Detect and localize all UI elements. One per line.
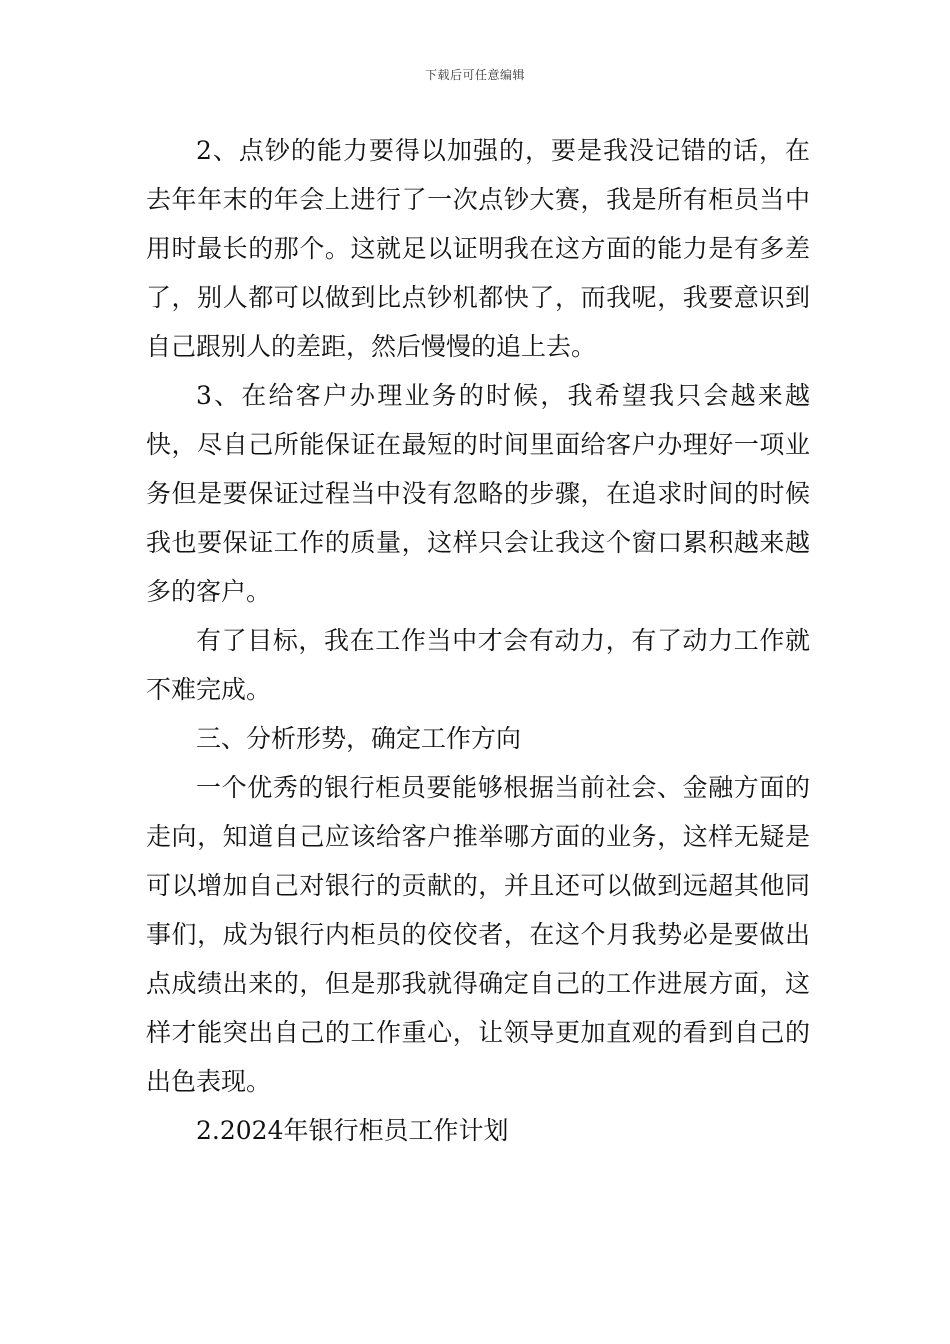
paragraph-service-speed: 3、在给客户办理业务的时候，我希望我只会越来越快，尽自己所能保证在最短的时间里面给客户办理好一项业务但是要保证过程当中没有忽略的步骤，在追求时间的时候我也要保证工作的质量，这样只会让我这个窗口累积越来越多的客户。 <box>146 381 810 606</box>
paragraph-motivation: 有了目标，我在工作当中才会有动力，有了动力工作就不难完成。 <box>146 626 810 704</box>
header-note: 下载后可任意编辑 <box>424 68 525 82</box>
paragraph-counting-skill: 2、点钞的能力要得以加强的，要是我没记错的话，在去年年末的年会上进行了一次点钞大赛，我是所有柜员当中用时最长的那个。这就足以证明我在这方面的能力是有多差了，别人都可以做到比点钞机都快了，而我呢，我要意识到自己跟别人的差距，然后慢慢的追上去。 <box>146 136 810 361</box>
document-body <box>146 126 810 1155</box>
paragraph-direction: 一个优秀的银行柜员要能够根据当前社会、金融方面的走向，知道自己应该给客户推举哪方面的业务，这样无疑是可以增加自己对银行的贡献的，并且还可以做到远超其他同事们，成为银行内柜员的佼佼者，在这个月我势必是要做出点成绩出来的，但是那我就得确定自己的工作进展方面，这样才能突出自己的工作重心，让领导更加直观的看到自己的出色表现。 <box>146 773 810 1096</box>
section-heading-analysis: 三、分析形势，确定工作方向 <box>196 724 522 753</box>
section-heading-plan-2024: 2.2024年银行柜员工作计划 <box>196 1116 509 1145</box>
